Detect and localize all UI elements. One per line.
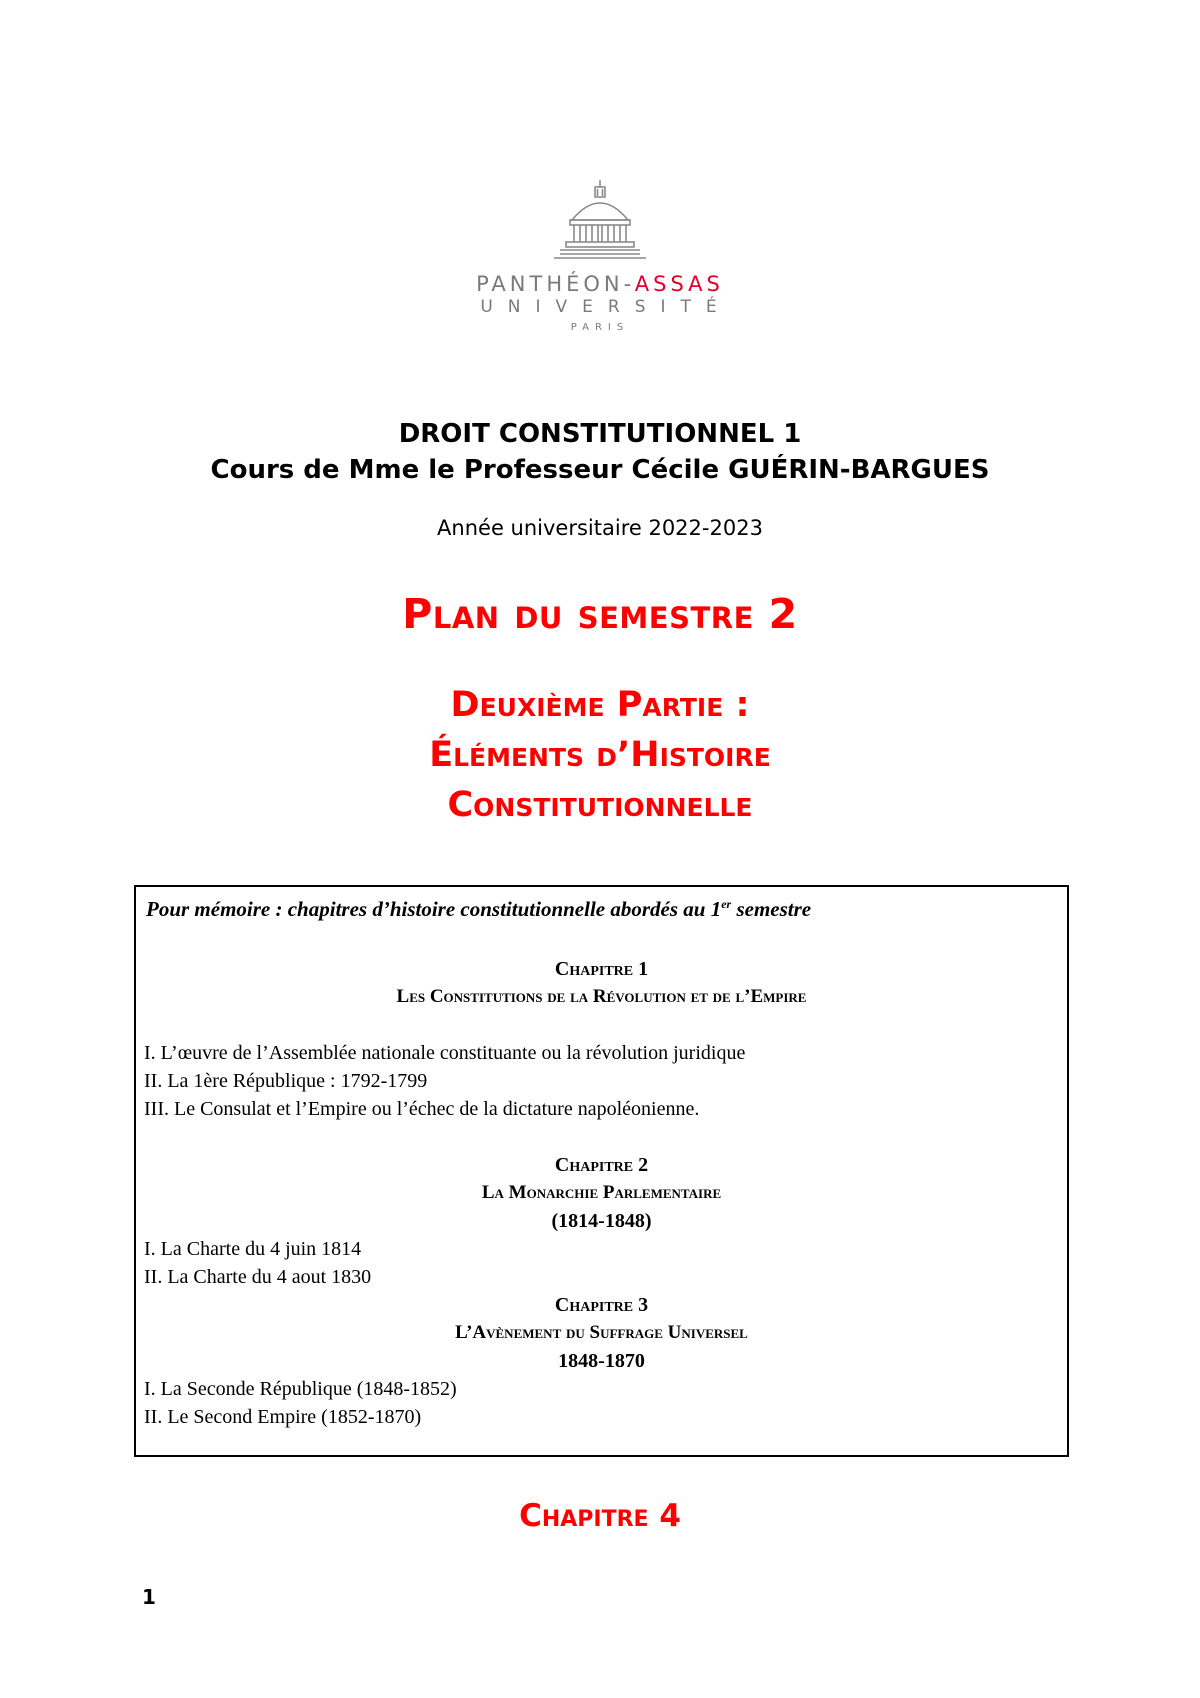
memo-box: [134, 885, 1069, 1457]
partie-line-1: Deuxième Partie :: [450, 685, 750, 725]
list-item: I. L’œuvre de l’Assemblée nationale constituante ou la révolution juridique: [144, 1042, 746, 1064]
logo-paris-text: PARIS: [570, 322, 630, 333]
list-item: II. Le Second Empire (1852-1870): [144, 1406, 422, 1428]
list-item: II. La 1ère République : 1792-1799: [144, 1070, 428, 1092]
list-item: II. La Charte du 4 aout 1830: [144, 1266, 372, 1288]
list-item: I. La Charte du 4 juin 1814: [144, 1238, 362, 1260]
pantheon-dome-icon: [540, 178, 660, 268]
superscript-er: er: [721, 897, 732, 911]
course-name: DROIT CONSTITUTIONNEL 1: [398, 419, 802, 449]
chapter-2-title: La Monarchie Parlementaire: [481, 1182, 722, 1203]
university-logo: [460, 178, 740, 363]
chapter-3-items: [144, 1375, 457, 1431]
chapter-4-heading: Chapitre 4: [519, 1498, 681, 1534]
logo-assas-text: ASSAS: [634, 272, 724, 296]
chapter-3-label: Chapitre 3: [554, 1294, 649, 1316]
chapter-3-dates: 1848-1870: [558, 1350, 645, 1372]
professor-name: Cours de Mme le Professeur Cécile GUÉRIN-BARGUES: [210, 455, 990, 485]
partie-line-3: Constitutionnelle: [447, 785, 753, 825]
page-number: 1: [142, 1585, 156, 1609]
memo-heading: Pour mémoire : chapitres d’histoire constitutionnelle abordés au 1er semestre: [146, 897, 812, 921]
logo-universite-text: UNIVERSITÉ: [480, 297, 732, 317]
chapter-2-label: Chapitre 2: [554, 1154, 649, 1176]
chapter-2-items: [144, 1235, 371, 1291]
logo-pantheon-text: PANTHÉON-: [476, 272, 635, 296]
list-item: I. La Seconde République (1848-1852): [144, 1378, 457, 1400]
chapter-1-title: Les Constitutions de la Révolution et de l’Empire: [396, 986, 807, 1007]
chapter-3-title: L’Avènement du Suffrage Universel: [455, 1322, 748, 1343]
list-item: III. Le Consulat et l’Empire ou l’échec de la dictature napoléonienne.: [144, 1098, 700, 1120]
logo-university-name: [460, 272, 740, 296]
partie-line-2: Éléments d’Histoire: [429, 735, 771, 775]
academic-year: Année universitaire 2022-2023: [437, 516, 763, 540]
partie-title: [0, 680, 1200, 830]
chapter-2-dates: (1814-1848): [551, 1210, 652, 1232]
chapter-1-label: Chapitre 1: [554, 958, 649, 980]
plan-title: Plan du semestre 2: [402, 590, 798, 638]
course-title: [0, 416, 1200, 488]
chapter-1-items: [144, 1039, 745, 1123]
